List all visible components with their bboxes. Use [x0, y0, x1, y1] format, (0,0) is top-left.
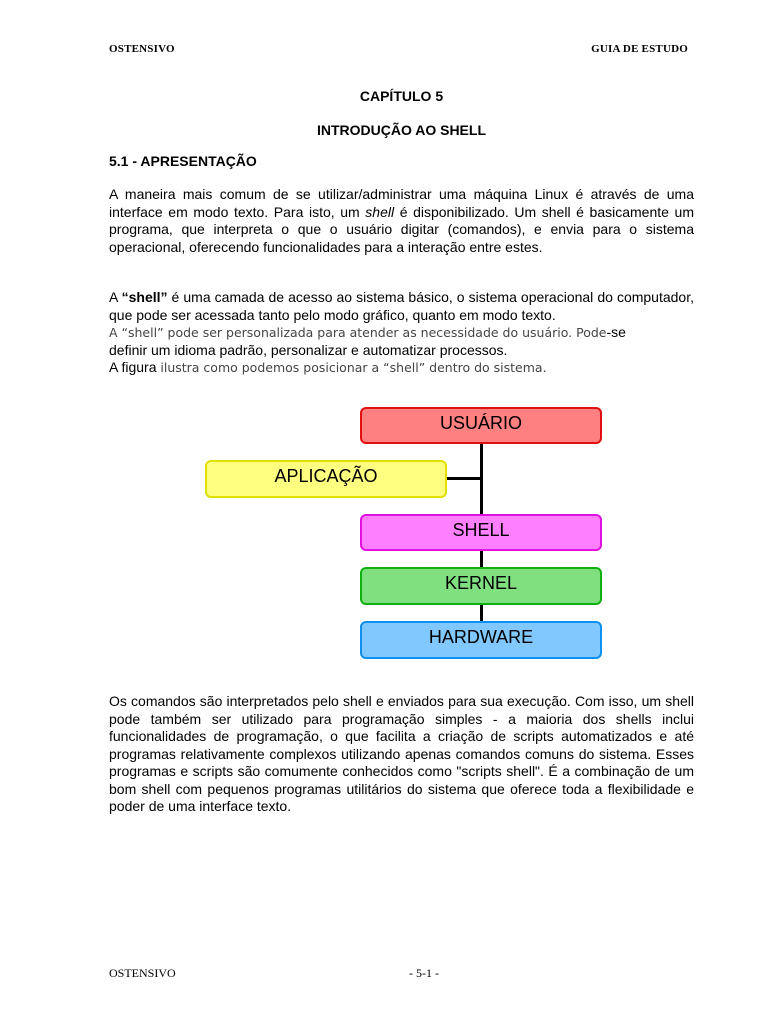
layer-shell — [360, 514, 602, 551]
para2-text-c-rest: -se — [606, 324, 626, 340]
para2-text-d: definir um idioma padrão, personalizar e automatizar processos. — [109, 341, 508, 358]
para1-shell-emphasis: shell — [365, 203, 395, 220]
paragraph-1 — [109, 186, 694, 256]
header-left: OSTENSIVO — [109, 43, 175, 55]
connector-horizontal — [446, 477, 483, 480]
footer-page-number: - 5-1 - — [409, 966, 439, 980]
para1-text-b: é disponibilizado. Um shell é basicamente um programa, que interpreta o que o usuário digitar (comandos), e envia para o sistema operacional, oferecendo funcionalidades para a interação entre estes. — [109, 203, 694, 255]
layer-usuario — [360, 407, 602, 444]
layer-shell-label: SHELL — [452, 520, 510, 540]
para2-text-e: A figura — [109, 359, 161, 375]
chapter-title: CAPÍTULO 5 — [359, 88, 444, 104]
page-title: INTRODUÇÃO AO SHELL — [316, 122, 487, 138]
layer-kernel — [360, 567, 602, 605]
section-heading: 5.1 - APRESENTAÇÃO — [109, 153, 257, 169]
layer-aplicacao-label: APLICAÇÃO — [274, 466, 378, 486]
paragraph-2 — [109, 289, 694, 377]
header-right: GUIA DE ESTUDO — [591, 43, 688, 55]
layer-hardware-label: HARDWARE — [428, 627, 534, 647]
footer-left: OSTENSIVO — [109, 966, 176, 980]
layer-kernel-label: KERNEL — [444, 573, 518, 593]
para2-text-a: A — [109, 289, 122, 305]
para2-text-e-gray: ilustra como podemos posicionar a “shell” dentro do sistema. — [160, 360, 547, 375]
layer-hardware — [360, 621, 602, 659]
para2-shell-strong: “shell” — [121, 289, 168, 305]
layer-aplicacao — [205, 460, 447, 498]
paragraph-3: Os comandos são interpretados pelo shell e enviados para sua execução. Com isso, um shell pode também ser utilizado para programação simples - a maioria dos shells inclui funcionalidades de programação, o que facilita a criação de scripts automatizados e até programas relativamente complexos utilizando apenas comandos comuns do sistema. Esses programas e scripts são comumente conhecidos como "scripts shell". É a combinação de um bom shell com pequenos programas utilitários do sistema que oferece toda a flexibilidade e poder de uma interface texto. — [109, 693, 694, 814]
para2-text-c-gray: A “shell” pode ser personalizada para atender as necessidade do usuário. Pode — [109, 325, 607, 340]
layer-usuario-label: USUÁRIO — [439, 413, 522, 433]
para2-text-b: é uma camada de acesso ao sistema básico, o sistema operacional do computador, que pode ser acessada tanto pelo modo gráfico, quanto em modo texto. — [109, 289, 694, 323]
para1-text-a: A maneira mais comum de se utilizar/administrar uma máquina Linux é através de uma interface em modo texto. Para isto, um — [109, 186, 694, 220]
